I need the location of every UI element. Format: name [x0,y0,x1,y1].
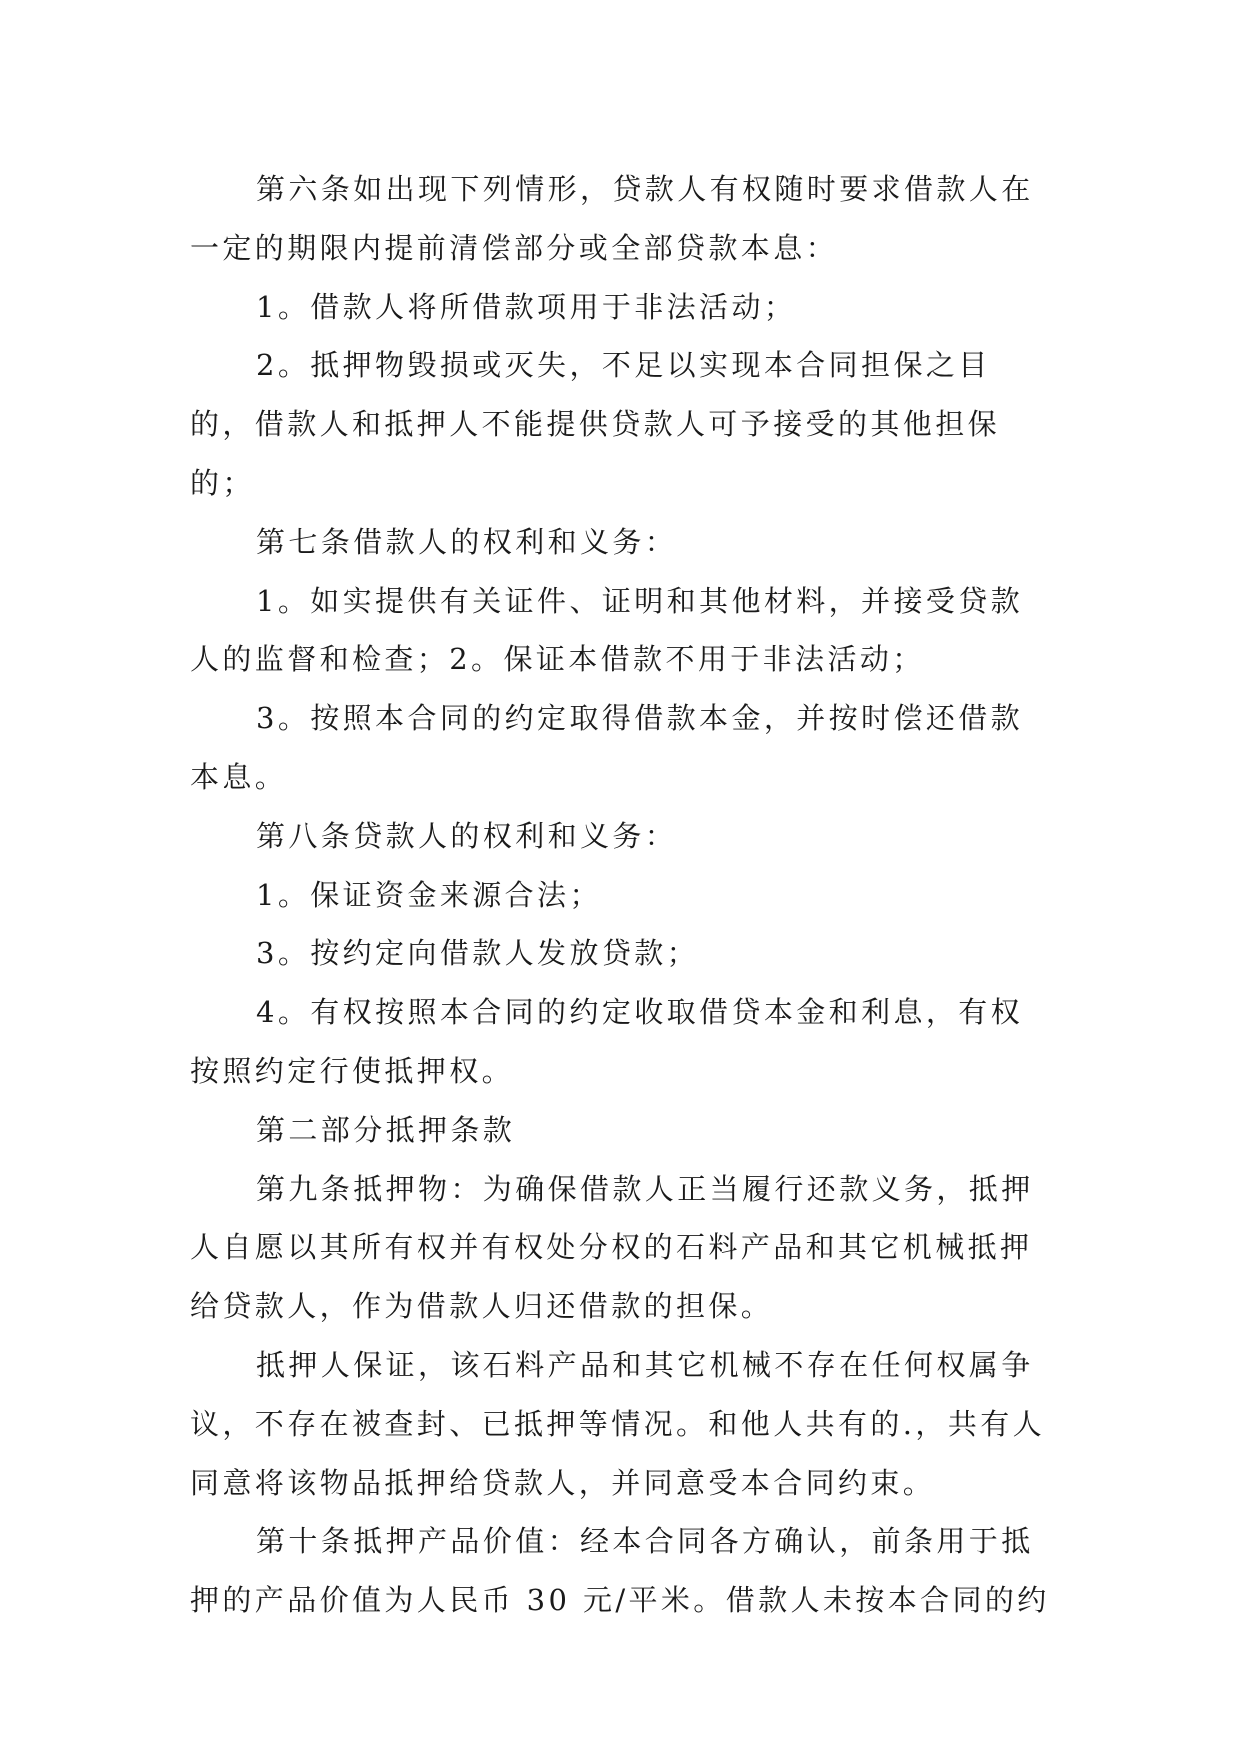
article-8-item-4: 4。有权按照本合同的约定收取借贷本金和利息，有权按照约定行使抵押权。 [190,995,1024,1088]
article-7-item-1-2: 1。如实提供有关证件、证明和其他材料，并接受贷款人的监督和检查；2。保证本借款不用于非法活动； [190,583,1024,677]
mortgagor-guarantee-paragraph: 抵押人保证，该石料产品和其它机械不存在任何权属争议，不存在被查封、已抵押等情况。和他人共有的.，共有人同意将该物品抵押给贷款人，并同意受本合同约束。 [190,1347,1046,1500]
article-6-item-1: 1。借款人将所借款项用于非法活动； [256,289,797,324]
article-6-paragraph: 第六条如出现下列情形，贷款人有权随时要求借款人在一定的期限内提前清偿部分或全部贷款本息： [190,172,1034,265]
article-7-item-3: 3。按照本合同的约定取得借款本金，并按时偿还借款本息。 [190,701,1024,794]
article-7-heading: 第七条借款人的权利和义务： [256,524,678,559]
article-9-paragraph: 第九条抵押物：为确保借款人正当履行还款义务，抵押人自愿以其所有权并有权处分权的石料产品和其它机械抵押给贷款人，作为借款人归还借款的担保。 [190,1171,1034,1324]
article-10-paragraph: 第十条抵押产品价值：经本合同各方确认，前条用于抵押的产品价值为人民币 30 元/平米。借款人未按本合同的约 [190,1524,1050,1618]
part-2-heading: 第二部分抵押条款 [256,1112,516,1147]
article-8-item-1: 1。保证资金来源合法； [256,877,602,912]
article-8-heading: 第八条贷款人的权利和义务： [256,818,678,853]
document-body [190,160,1050,1630]
article-8-item-3: 3。按约定向借款人发放贷款； [256,936,700,971]
article-6-item-2: 2。抵押物毁损或灭失，不足以实现本合同担保之目的，借款人和抵押人不能提供贷款人可予接受的其他担保的； [190,348,1001,500]
